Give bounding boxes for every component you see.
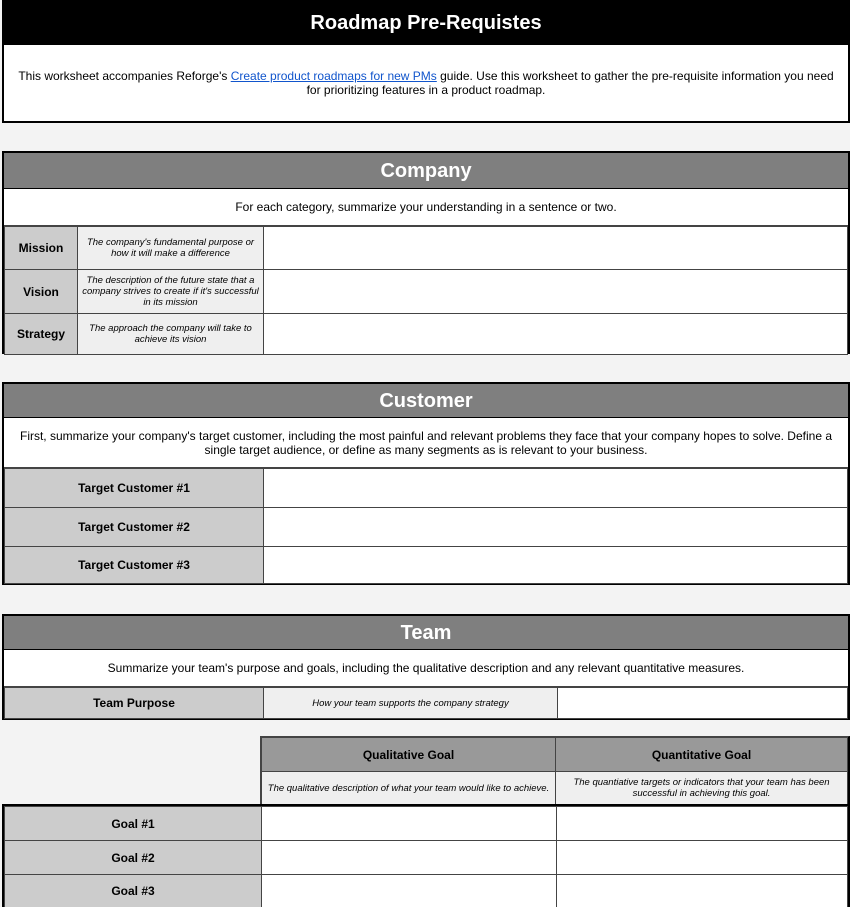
qualitative-goal-hint: The qualitative description of what your team would like to achieve. xyxy=(262,772,556,805)
mission-hint: The company's fundamental purpose or how it will make a difference xyxy=(78,227,264,270)
vision-hint: The description of the future state that a company strives to create if it's successful in its mission xyxy=(78,270,264,314)
quantitative-goal-header: Quantitative Goal xyxy=(556,738,848,772)
goal-2-label: Goal #2 xyxy=(5,841,262,875)
company-table xyxy=(4,226,848,355)
mission-label: Mission xyxy=(5,227,78,270)
vision-input-cell[interactable] xyxy=(264,270,848,314)
vision-label: Vision xyxy=(5,270,78,314)
goals-table xyxy=(4,806,848,907)
goal-1-qualitative-cell[interactable] xyxy=(262,807,557,841)
goal-2-quantitative-cell[interactable] xyxy=(557,841,848,875)
strategy-hint: The approach the company will take to achieve its vision xyxy=(78,314,264,355)
customer-table xyxy=(4,468,848,584)
goal-1-label: Goal #1 xyxy=(5,807,262,841)
intro-text xyxy=(4,45,848,121)
target-customer-2-input-cell[interactable] xyxy=(264,508,848,547)
intro-after: guide. Use this worksheet to gather the pre-requisite information you need for prioritizing features in a product roadmap. xyxy=(306,69,834,97)
customer-row xyxy=(5,547,848,584)
goal-3-label: Goal #3 xyxy=(5,875,262,907)
customer-title: Customer xyxy=(4,384,848,418)
header-section xyxy=(2,0,850,123)
team-purpose-label: Team Purpose xyxy=(5,688,264,719)
customer-description: First, summarize your company's target customer, including the most painful and relevant problems they face that your company hopes to solve. Define a single target audience, or define as many segments as is relevant to your business. xyxy=(4,418,848,468)
company-row-vision xyxy=(5,270,848,314)
mission-input-cell[interactable] xyxy=(264,227,848,270)
customer-section xyxy=(2,382,850,585)
page-title: Roadmap Pre-Requistes xyxy=(4,2,848,45)
team-purpose-input-cell[interactable] xyxy=(558,688,848,719)
goal-row xyxy=(5,807,848,841)
target-customer-2-label: Target Customer #2 xyxy=(5,508,264,547)
customer-row xyxy=(5,469,848,508)
target-customer-3-label: Target Customer #3 xyxy=(5,547,264,584)
team-section xyxy=(2,614,850,720)
target-customer-1-input-cell[interactable] xyxy=(264,469,848,508)
target-customer-1-label: Target Customer #1 xyxy=(5,469,264,508)
customer-row xyxy=(5,508,848,547)
goal-3-qualitative-cell[interactable] xyxy=(262,875,557,907)
goals-header-table xyxy=(261,737,848,805)
goals-section xyxy=(2,804,850,907)
goal-row xyxy=(5,875,848,907)
company-section xyxy=(2,151,850,354)
qualitative-goal-header: Qualitative Goal xyxy=(262,738,556,772)
goal-1-quantitative-cell[interactable] xyxy=(557,807,848,841)
team-purpose-row xyxy=(5,688,848,719)
team-title: Team xyxy=(4,616,848,650)
strategy-label: Strategy xyxy=(5,314,78,355)
target-customer-3-input-cell[interactable] xyxy=(264,547,848,584)
team-description: Summarize your team's purpose and goals, including the qualitative description and any relevant quantitative measures. xyxy=(4,650,848,687)
intro-before: This worksheet accompanies Reforge's xyxy=(18,69,231,83)
company-description: For each category, summarize your understanding in a sentence or two. xyxy=(4,189,848,226)
company-row-strategy xyxy=(5,314,848,355)
company-title: Company xyxy=(4,153,848,189)
goal-2-qualitative-cell[interactable] xyxy=(262,841,557,875)
goal-row xyxy=(5,841,848,875)
goal-3-quantitative-cell[interactable] xyxy=(557,875,848,907)
team-purpose-hint: How your team supports the company strategy xyxy=(264,688,558,719)
goals-header xyxy=(260,736,850,805)
strategy-input-cell[interactable] xyxy=(264,314,848,355)
guide-link[interactable]: Create product roadmaps for new PMs xyxy=(230,69,437,83)
quantitative-goal-hint: The quantiative targets or indicators that your team has been successful in achieving this goal. xyxy=(556,772,848,805)
company-row-mission xyxy=(5,227,848,270)
team-purpose-table xyxy=(4,687,848,719)
